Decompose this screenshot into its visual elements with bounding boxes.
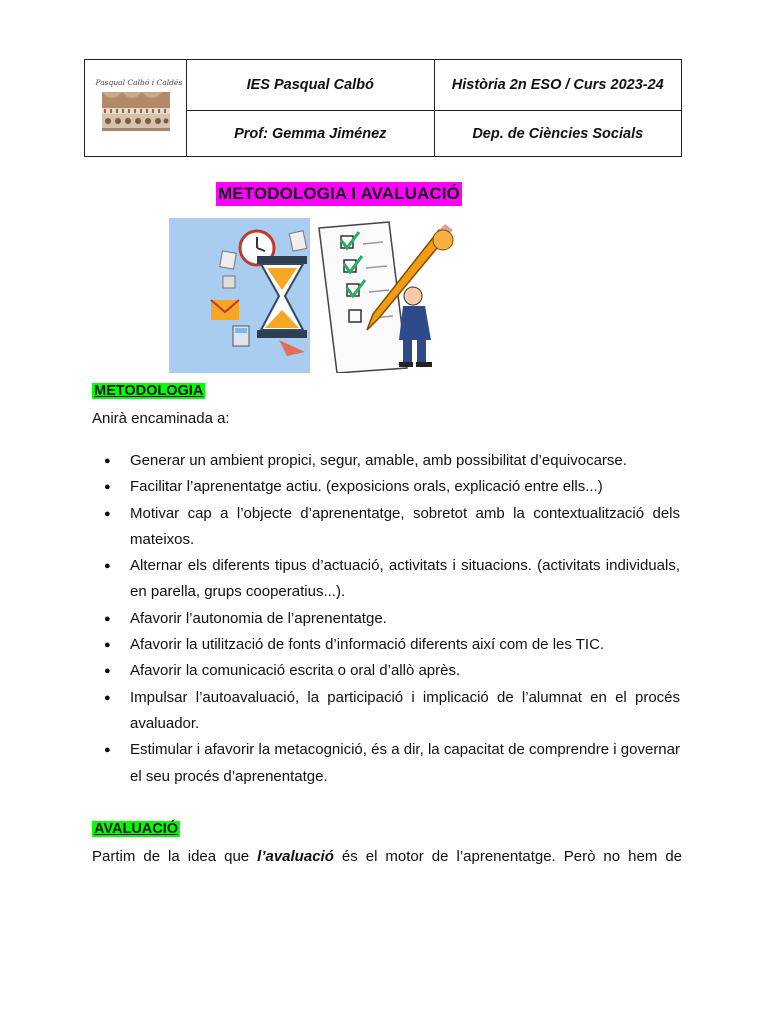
calculator-icon bbox=[233, 326, 249, 346]
teacher-name: Prof: Gemma Jiménez bbox=[187, 111, 435, 157]
header-table bbox=[84, 59, 682, 157]
list-item: ● Estimular i afavorir la metacognició, és a dir, la capacitat de comprendre i governar el seu procés d’aprenentatge. bbox=[92, 737, 680, 790]
list-item: ● Impulsar l’autoavaluació, la participació i implicació de l’alumnat en el procés avaluador. bbox=[92, 685, 680, 738]
list-item: ● Alternar els diferents tipus d’actuació, activitats i situacions. (activitats individuals, en parella, grups cooperatius...). bbox=[92, 553, 680, 606]
avaluacio-emphasis: l’avaluació bbox=[257, 848, 334, 865]
list-item: ● Motivar cap a l’objecte d’aprenentatge, sobretot amb la contextualització dels mateixos. bbox=[92, 501, 680, 554]
envelope-icon bbox=[211, 300, 239, 320]
logo-cell bbox=[85, 60, 187, 157]
bullet-icon: ● bbox=[104, 507, 111, 520]
metodologia-heading: METODOLOGIA bbox=[94, 383, 204, 399]
bullet-icon: ● bbox=[104, 481, 111, 494]
bullet-icon: ● bbox=[104, 639, 111, 652]
course-name: Història 2n ESO / Curs 2023-24 bbox=[434, 60, 682, 111]
school-logo bbox=[95, 78, 183, 138]
logo-text: Pasqual Calbó i Caldés bbox=[95, 78, 183, 87]
list-item: ● Generar un ambient propici, segur, amable, amb possibilitat d’equivocarse. bbox=[92, 448, 680, 474]
bullet-icon: ● bbox=[104, 744, 111, 757]
list-item: ● Afavorir la utilització de fonts d’informació diferents així com de les TIC. bbox=[92, 632, 680, 658]
avaluacio-heading: AVALUACIÓ bbox=[94, 821, 179, 837]
person-figure bbox=[399, 287, 432, 367]
bullet-icon: ● bbox=[104, 612, 111, 625]
metodologia-list bbox=[92, 448, 680, 790]
list-item: ● Afavorir l’autonomia de l’aprenentatge. bbox=[92, 606, 680, 632]
page-title: METODOLOGIA I AVALUACIÓ bbox=[216, 182, 462, 206]
department-name: Dep. de Ciències Socials bbox=[434, 111, 682, 157]
bullet-icon: ● bbox=[104, 560, 111, 573]
bullet-icon: ● bbox=[104, 665, 111, 678]
list-item: ● Afavorir la comunicació escrita o oral d’allò après. bbox=[92, 658, 680, 684]
school-name: IES Pasqual Calbó bbox=[187, 60, 435, 111]
list-item: ● Facilitar l’aprenentatge actiu. (exposicions orals, explicació entre ells...) bbox=[92, 474, 680, 500]
building-facade-icon bbox=[100, 78, 172, 138]
metodologia-intro: Anirà encaminada a: bbox=[92, 410, 230, 427]
bullet-icon: ● bbox=[104, 455, 111, 467]
methodology-illustration bbox=[169, 218, 455, 373]
avaluacio-paragraph: Partim de la idea que l’avaluació és el motor de l’aprenentatge. Però no hem de bbox=[92, 848, 683, 865]
bullet-icon: ● bbox=[104, 691, 111, 704]
